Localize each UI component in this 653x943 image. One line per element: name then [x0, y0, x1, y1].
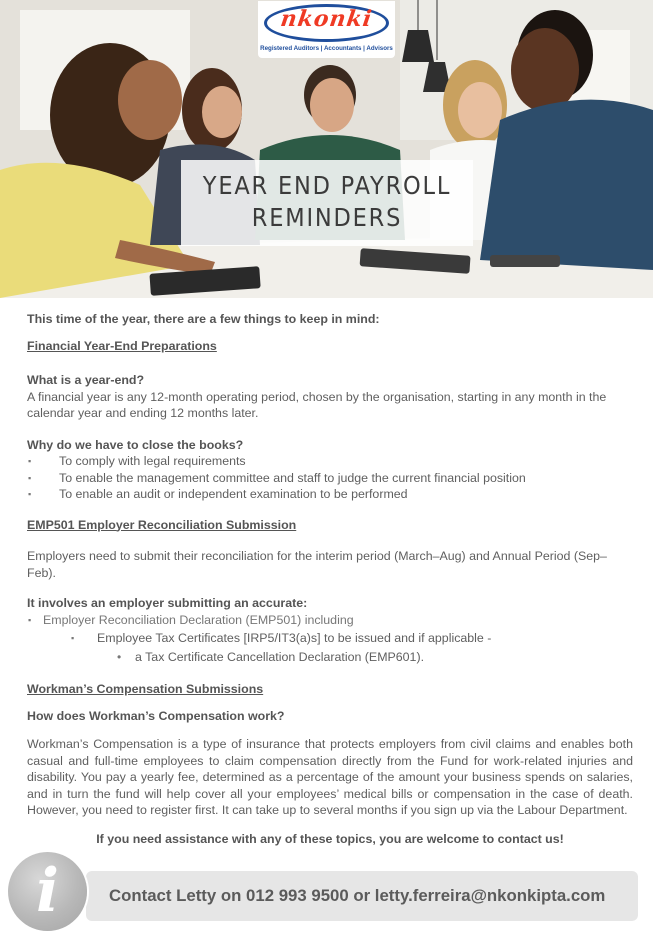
page-title [181, 160, 473, 246]
emp501-list-level3 [27, 649, 633, 666]
logo-tagline: Registered Auditors | Accountants | Advisors [260, 45, 393, 52]
contact-bar [86, 871, 638, 921]
logo-wordmark: nkonki [278, 6, 375, 32]
contact-invitation: If you need assistance with any of these topics, you are welcome to contact us! [96, 831, 564, 846]
list-item: ▪ Employer Reconciliation Declaration (EMP501) including [27, 612, 633, 629]
section-title-financial-year-end: Financial Year-End Preparations [27, 338, 217, 353]
title-line-1: YEAR END PAYROLL [202, 171, 452, 200]
contact-details[interactable]: Contact Letty on 012 993 9500 or letty.ferreira@nkonkipta.com [109, 886, 606, 905]
list-item: ▪ Employee Tax Certificates [IRP5/IT3(a)s] to be issued and if applicable - [27, 630, 633, 647]
question-close-books: Why do we have to close the books? [27, 437, 244, 452]
question-workmans-compensation: How does Workman’s Compensation work? [27, 708, 285, 723]
person-blue-top [480, 100, 653, 270]
answer-year-end: A financial year is any 12-month operating period, chosen by the organisation, starting in any month in the calendar year and ending 12 months later. [27, 389, 607, 420]
title-line-2: REMINDERS [251, 203, 403, 232]
list-item: ▪ To enable an audit or independent examination to be performed [27, 486, 633, 503]
intro-text: This time of the year, there are a few things to keep in mind: [27, 312, 380, 326]
list-item: ▪ To enable the management committee and staff to judge the current financial position [27, 470, 633, 487]
list-item: • a Tax Certificate Cancellation Declaration (EMP601). [27, 649, 633, 666]
section-title-workmans-compensation: Workman’s Compensation Submissions [27, 682, 264, 696]
list-item: ▪ To comply with legal requirements [27, 453, 633, 470]
emp501-description: Employers need to submit their reconciliation for the interim period (March–Aug) and Annual Period (Sep–Feb). [27, 549, 607, 580]
section-title-emp501: EMP501 Employer Reconciliation Submission [27, 517, 297, 532]
reasons-list [27, 453, 633, 503]
newsletter-body [27, 311, 633, 847]
hero-photo [0, 0, 653, 298]
emp501-list-level1 [27, 612, 633, 629]
workmans-compensation-description: Workman’s Compensation is a type of insurance that protects employers from civil claims and enables both casual and full-time employees to claim compensation directly from the Fund for work-related injuries and disability. You pay a yearly fee, determined as a percentage of the amount your business spends on salaries, and in turn the fund will help cover all your employees’ medical bills or compensation in the case of death. However, you need to register first. It can take up to several months if you sign up via the Labour Department. [27, 737, 633, 817]
info-icon: i [8, 852, 87, 931]
emp501-involves-heading: It involves an employer submitting an accurate: [27, 596, 308, 610]
question-what-is-year-end: What is a year-end? [27, 373, 145, 387]
emp501-list-level2 [27, 630, 633, 647]
nkonki-logo [258, 1, 395, 58]
